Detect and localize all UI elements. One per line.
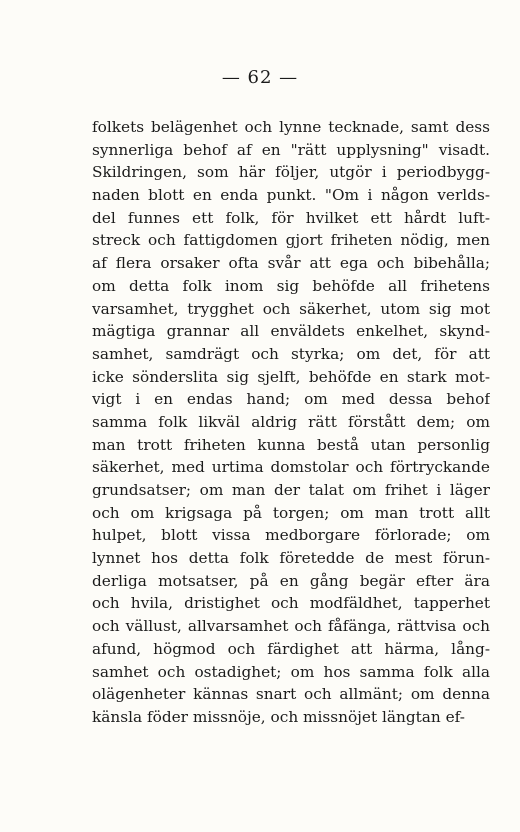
text-line: och hvila, dristighet och modfäldhet, tapperhet [92,594,490,613]
text-line: samhet, samdrägt och styrka; om det, för att [92,344,490,363]
text-line: del funnes ett folk, för hvilket ett hårdt luft- [92,208,490,227]
text-line: folkets belägenhet och lynne tecknade, samt dess [92,118,490,136]
text-line: samhet och ostadighet; om hos samma folk alla [92,662,490,681]
text-line: olägenheter kännas snart och allmänt; om denna [92,685,490,704]
text-line: naden blott en enda punkt. "Om i någon verlds- [92,186,490,205]
text-line: synnerliga behof af en "rätt upplysning" visadt. [92,140,490,159]
text-line: vigt i en endas hand; om med dessa behof [92,390,490,409]
body-text [92,116,490,729]
text-line: grundsatser; om man der talat om frihet i läger [92,481,490,499]
text-line: varsamhet, trygghet och säkerhet, utom sig mot [92,299,490,318]
text-line: man trott friheten kunna bestå utan personlig [92,435,490,454]
text-line: mägtiga grannar all enväldets enkelhet, skynd- [92,322,490,341]
text-line: af flera orsaker ofta svår att ega och bibehålla; [92,254,490,273]
text-line: och vällust, allvarsamhet och fåfänga, rättvisa och [92,617,490,636]
text-line: om detta folk inom sig behöfde all frihetens [92,276,490,295]
text-line: och om krigsaga på torgen; om man trott allt [92,503,490,522]
text-line: känsla föder missnöje, och missnöjet längtan ef- [92,707,465,726]
text-line: lynnet hos detta folk företedde de mest förun- [92,549,490,568]
text-line: hulpet, blott vissa medborgare förlorade; om [92,526,490,545]
text-line: säkerhet, med urtima domstolar och förtryckande [92,458,490,477]
text-line: streck och fattigdomen gjort friheten nödig, men [92,231,490,250]
text-line: derliga motsatser, på en gång begär efter ära [92,571,490,590]
page-number: — 62 — [221,67,299,88]
text-line: samma folk likväl aldrig rätt förstått dem; om [92,412,490,431]
text-line: Skildringen, som här följer, utgör i periodbygg- [92,163,490,182]
text-line: afund, högmod och färdighet att härma, lång- [92,639,490,658]
text-line: icke sönderslita sig sjelft, behöfde en stark mot- [92,367,490,386]
